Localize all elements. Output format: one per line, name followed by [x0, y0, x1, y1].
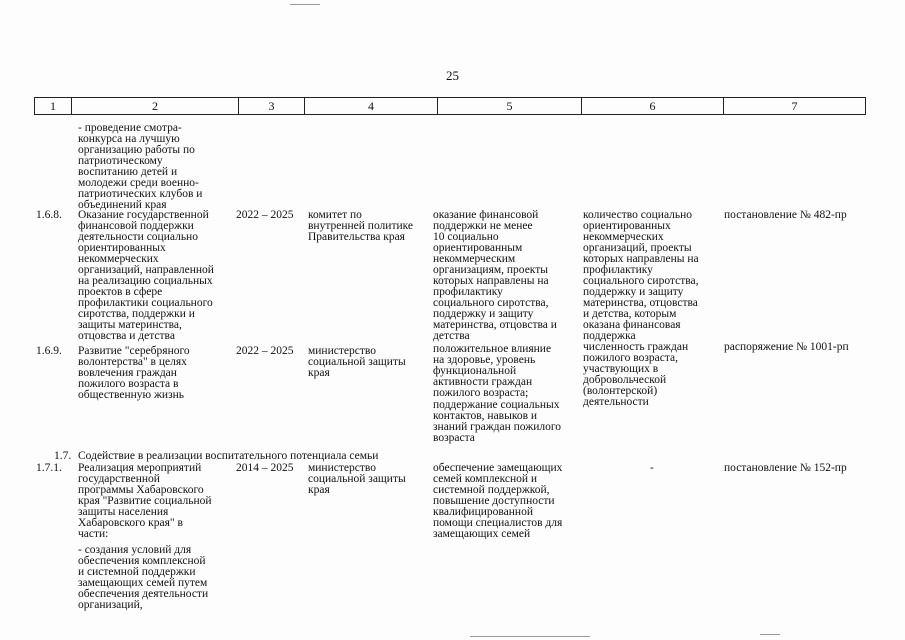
row-number: 1.6.9. — [36, 345, 62, 357]
header-col-2: 2 — [71, 98, 238, 114]
row-period: 2022 – 2025 — [236, 209, 294, 221]
page-number: 25 — [446, 68, 459, 83]
row-document: постановление № 152-пр — [724, 462, 847, 474]
row-executor: министерство социальной защиты края — [308, 462, 406, 496]
row-name: Реализация мероприятий государственной программы Хабаровского края "Развитие социальной защиты населения Хабаровского края" в части: — [78, 462, 212, 540]
scan-mark — [470, 636, 590, 637]
row-period: 2014 – 2025 — [236, 462, 294, 474]
header-col-6: 6 — [581, 98, 723, 114]
row-document: распоряжение № 1001-рп — [724, 341, 849, 353]
section-number: 1.7. — [54, 450, 72, 462]
scan-mark — [290, 4, 320, 5]
row-result: оказание финансовой поддержки не менее 10 социально ориентированным некоммерческим организациям, проекты которых направлены на профилактику социального сиротства, поддержку и защиту материнства, отцовства и детства — [433, 209, 557, 342]
header-col-7: 7 — [723, 98, 865, 114]
row-number: 1.6.8. — [36, 209, 62, 221]
scan-mark — [760, 634, 780, 635]
row-indicator: количество социально ориентированных некоммерческих организаций, проекты которых направлены на профилактику социального сиротства, поддержку и защиту материнства, отцовства и детства, которым оказана финансовая поддержка — [583, 209, 699, 342]
row-name: Оказание государственной финансовой поддержки деятельности социально ориентированных некоммерческих организаций, направленной на реализацию социальных проектов в сфере профилактики социального сиротства, поддержки и защиты материнства, отцовства и детства — [78, 209, 214, 342]
row-number: 1.7.1. — [36, 462, 62, 474]
row-indicator: численность граждан пожилого возраста, участвующих в добровольческой (волонтерской) деятельности — [583, 341, 689, 408]
intro-list-item: - проведение смотра- конкурса на лучшую организацию работы по патриотическому воспитанию детей и молодежи среди военно- патриотических клубов и объединений края — [78, 122, 203, 211]
row-result: положительное влияние на здоровье, уровень функциональной активности граждан пожилого возраста; — [433, 343, 552, 399]
row-document: постановление № 482-пр — [724, 209, 847, 221]
row-period: 2022 – 2025 — [236, 345, 294, 357]
row-executor: комитет по внутренней политике Правительства края — [308, 209, 414, 243]
section-title: Содействие в реализации воспитательного потенциала семьи — [78, 450, 379, 462]
row-result: обеспечение замещающих семей комплексной и системной поддержкой, повышение доступности квалифицированной помощи специалистов для замещающих семей — [433, 462, 563, 540]
row-sub-item: - создания условий для обеспечения комплексной и системной поддержки замещающих семей путем обеспечения деятельности организаций, — [78, 544, 209, 611]
row-indicator: - — [650, 462, 654, 474]
row-executor: министерство социальной защиты края — [308, 345, 406, 379]
header-col-5: 5 — [437, 98, 581, 114]
header-col-4: 4 — [304, 98, 437, 114]
row-result-second: поддержание социальных контактов, навыков и знаний граждан пожилого возраста — [433, 399, 562, 444]
table-header-row — [34, 97, 866, 115]
header-col-3: 3 — [238, 98, 304, 114]
header-col-1: 1 — [50, 99, 56, 113]
row-name: Развитие "серебряного волонтерства" в целях вовлечения граждан пожилого возраста в общественную жизнь — [78, 345, 190, 401]
